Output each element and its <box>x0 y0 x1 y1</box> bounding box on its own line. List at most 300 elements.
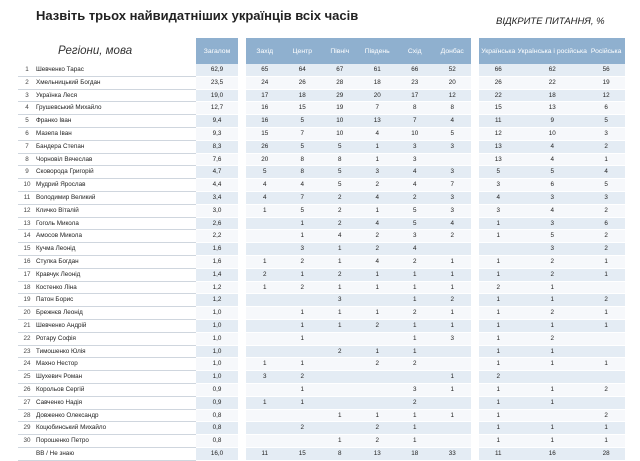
row-number: 30 <box>18 435 36 448</box>
region-cell: 2 <box>359 320 397 333</box>
total-cell: 12,7 <box>196 102 238 115</box>
language-cell: 4 <box>518 141 587 154</box>
region-cell: 17 <box>246 90 284 103</box>
table-row <box>18 320 625 333</box>
language-cell: 4 <box>518 154 587 167</box>
region-cell: 1 <box>321 256 359 269</box>
region-cell: 4 <box>434 115 472 128</box>
language-cell: 3 <box>587 128 626 141</box>
region-cell: 11 <box>246 448 284 461</box>
region-cell: 4 <box>284 179 322 192</box>
language-cell <box>518 410 587 423</box>
region-cell: 18 <box>284 90 322 103</box>
language-cell: 1 <box>479 256 518 269</box>
region-cell: 10 <box>321 115 359 128</box>
region-cell: 20 <box>434 77 472 90</box>
region-cell: 4 <box>396 179 434 192</box>
regions-label: Регіони, мова <box>58 44 133 57</box>
region-cell <box>284 410 322 423</box>
region-cell <box>434 154 472 167</box>
region-cell: 2 <box>321 218 359 231</box>
region-cell: 3 <box>396 154 434 167</box>
row-number: 18 <box>18 282 36 295</box>
total-cell: 0,9 <box>196 397 238 410</box>
total-cell: 1,0 <box>196 320 238 333</box>
person-name: Кучма Леонід <box>36 243 196 256</box>
language-cell: 15 <box>479 102 518 115</box>
row-number: 14 <box>18 230 36 243</box>
language-cell: 4 <box>587 166 626 179</box>
total-cell: 7,6 <box>196 154 238 167</box>
region-cell: 18 <box>359 77 397 90</box>
region-cell: 2 <box>359 179 397 192</box>
total-cell: 1,0 <box>196 307 238 320</box>
total-cell: 1,2 <box>196 282 238 295</box>
person-name: Франко Іван <box>36 115 196 128</box>
row-number: 22 <box>18 333 36 346</box>
region-cell: 15 <box>284 102 322 115</box>
header-total: Загалом <box>196 38 238 64</box>
region-cell: 1 <box>396 282 434 295</box>
region-cell <box>246 410 284 423</box>
table-row <box>18 102 625 115</box>
header-region-center: Центр <box>284 38 322 64</box>
person-name: Коцюбинський Михайло <box>36 422 196 435</box>
language-cell <box>587 346 626 359</box>
region-cell: 26 <box>246 141 284 154</box>
language-cell: 6 <box>587 218 626 231</box>
region-cell: 26 <box>284 77 322 90</box>
language-cell: 66 <box>479 64 518 77</box>
language-cell: 2 <box>479 282 518 295</box>
region-cell: 1 <box>434 371 472 384</box>
row-number: 20 <box>18 307 36 320</box>
language-cell <box>587 371 626 384</box>
person-name: Ротару Софія <box>36 333 196 346</box>
region-cell <box>246 320 284 333</box>
language-cell: 13 <box>518 102 587 115</box>
language-cell: 1 <box>479 269 518 282</box>
person-name: ВВ / Не знаю <box>36 448 196 461</box>
table-row <box>18 218 625 231</box>
region-cell: 1 <box>284 397 322 410</box>
language-cell: 2 <box>587 230 626 243</box>
region-cell: 8 <box>396 102 434 115</box>
total-cell: 0,8 <box>196 422 238 435</box>
region-cell: 5 <box>321 179 359 192</box>
row-number: 27 <box>18 397 36 410</box>
language-cell: 3 <box>518 192 587 205</box>
region-cell: 4 <box>246 179 284 192</box>
region-cell: 15 <box>284 448 322 461</box>
region-cell <box>246 230 284 243</box>
language-cell: 5 <box>587 179 626 192</box>
row-number: 29 <box>18 422 36 435</box>
region-cell: 2 <box>321 269 359 282</box>
region-cell: 2 <box>396 307 434 320</box>
table-row <box>18 422 625 435</box>
region-cell: 1 <box>434 384 472 397</box>
row-number <box>18 448 36 461</box>
language-cell: 22 <box>518 77 587 90</box>
total-cell: 8,3 <box>196 141 238 154</box>
row-number: 9 <box>18 166 36 179</box>
language-cell: 13 <box>479 141 518 154</box>
total-cell: 0,9 <box>196 384 238 397</box>
language-cell: 1 <box>479 397 518 410</box>
region-cell: 1 <box>321 243 359 256</box>
region-cell: 1 <box>321 435 359 448</box>
region-cell: 61 <box>359 64 397 77</box>
total-cell: 19,0 <box>196 90 238 103</box>
region-cell: 2 <box>321 346 359 359</box>
row-number: 8 <box>18 154 36 167</box>
total-cell: 1,2 <box>196 294 238 307</box>
region-cell: 2 <box>434 294 472 307</box>
header-row <box>18 38 625 64</box>
region-cell: 1 <box>396 422 434 435</box>
region-cell <box>359 384 397 397</box>
language-cell: 1 <box>518 422 587 435</box>
region-cell: 23 <box>396 77 434 90</box>
region-cell: 4 <box>321 230 359 243</box>
person-name: Шевченко Андрій <box>36 320 196 333</box>
language-cell: 1 <box>479 358 518 371</box>
page-title: Назвіть трьох найвидатніших українців всіх часів <box>36 8 359 23</box>
language-cell: 1 <box>479 218 518 231</box>
region-cell <box>359 333 397 346</box>
region-cell <box>246 333 284 346</box>
language-cell: 2 <box>518 256 587 269</box>
region-cell: 29 <box>321 90 359 103</box>
region-cell: 52 <box>434 64 472 77</box>
language-cell: 2 <box>587 384 626 397</box>
total-cell: 0,8 <box>196 410 238 423</box>
header-region-west: Захід <box>246 38 284 64</box>
region-cell: 5 <box>284 115 322 128</box>
region-cell: 4 <box>359 218 397 231</box>
language-cell: 19 <box>587 77 626 90</box>
region-cell <box>434 358 472 371</box>
table-row <box>18 77 625 90</box>
language-cell: 4 <box>518 205 587 218</box>
region-cell: 10 <box>396 128 434 141</box>
language-cell: 11 <box>479 448 518 461</box>
row-number: 13 <box>18 218 36 231</box>
row-number: 10 <box>18 179 36 192</box>
region-cell: 4 <box>396 243 434 256</box>
person-name: Гоголь Микола <box>36 218 196 231</box>
region-cell <box>434 243 472 256</box>
region-cell: 3 <box>434 192 472 205</box>
language-cell <box>587 333 626 346</box>
row-number: 24 <box>18 358 36 371</box>
table-body <box>18 64 625 461</box>
region-cell: 1 <box>359 269 397 282</box>
row-number: 16 <box>18 256 36 269</box>
region-cell: 3 <box>396 384 434 397</box>
total-cell: 1,0 <box>196 346 238 359</box>
person-name: Шухевич Роман <box>36 371 196 384</box>
language-cell: 2 <box>587 294 626 307</box>
total-cell: 9,3 <box>196 128 238 141</box>
region-cell <box>284 346 322 359</box>
language-cell: 10 <box>518 128 587 141</box>
language-cell: 1 <box>587 269 626 282</box>
person-name: Стулка Богдан <box>36 256 196 269</box>
region-cell: 2 <box>321 205 359 218</box>
person-name: Бандера Степан <box>36 141 196 154</box>
language-cell: 3 <box>518 218 587 231</box>
language-cell: 1 <box>479 294 518 307</box>
language-cell: 3 <box>587 192 626 205</box>
language-cell <box>518 371 587 384</box>
person-name: Савченко Надія <box>36 397 196 410</box>
region-cell: 1 <box>284 320 322 333</box>
region-cell: 1 <box>246 397 284 410</box>
table-row <box>18 179 625 192</box>
language-cell: 22 <box>479 90 518 103</box>
region-cell: 7 <box>434 179 472 192</box>
language-cell: 1 <box>518 384 587 397</box>
language-cell: 3 <box>479 205 518 218</box>
region-cell: 16 <box>246 115 284 128</box>
region-cell: 24 <box>246 77 284 90</box>
region-cell: 1 <box>284 358 322 371</box>
table-row <box>18 410 625 423</box>
region-cell: 1 <box>396 333 434 346</box>
total-cell: 16,0 <box>196 448 238 461</box>
language-cell: 1 <box>479 410 518 423</box>
total-cell: 1,4 <box>196 269 238 282</box>
region-cell: 66 <box>396 64 434 77</box>
region-cell: 1 <box>359 346 397 359</box>
language-cell: 26 <box>479 77 518 90</box>
table-row <box>18 192 625 205</box>
region-cell: 8 <box>284 154 322 167</box>
language-cell: 5 <box>479 166 518 179</box>
region-cell: 65 <box>246 64 284 77</box>
person-name: Українка Леся <box>36 90 196 103</box>
row-number: 23 <box>18 346 36 359</box>
table-row <box>18 90 625 103</box>
region-cell: 5 <box>284 205 322 218</box>
region-cell: 1 <box>359 154 397 167</box>
table-row <box>18 230 625 243</box>
row-number: 11 <box>18 192 36 205</box>
language-cell: 1 <box>518 346 587 359</box>
region-cell: 1 <box>434 282 472 295</box>
language-cell: 2 <box>587 243 626 256</box>
region-cell: 4 <box>434 218 472 231</box>
language-cell: 18 <box>518 90 587 103</box>
region-cell: 2 <box>284 282 322 295</box>
language-cell: 12 <box>479 128 518 141</box>
language-cell: 28 <box>587 448 626 461</box>
header-region-east: Схід <box>396 38 434 64</box>
person-name: Патон Борис <box>36 294 196 307</box>
language-cell: 56 <box>587 64 626 77</box>
region-cell: 2 <box>246 269 284 282</box>
total-cell: 2,2 <box>196 230 238 243</box>
person-name: Хмельницький Богдан <box>36 77 196 90</box>
language-cell: 2 <box>518 333 587 346</box>
region-cell: 15 <box>246 128 284 141</box>
region-cell: 5 <box>434 128 472 141</box>
region-cell: 64 <box>284 64 322 77</box>
region-cell: 3 <box>396 141 434 154</box>
region-cell <box>434 422 472 435</box>
region-cell: 1 <box>321 307 359 320</box>
row-number: 28 <box>18 410 36 423</box>
region-cell: 5 <box>396 205 434 218</box>
total-cell: 1,6 <box>196 256 238 269</box>
region-cell: 2 <box>284 422 322 435</box>
table-row <box>18 384 625 397</box>
row-number: 12 <box>18 205 36 218</box>
region-cell: 5 <box>321 141 359 154</box>
results-table <box>18 38 625 461</box>
region-cell: 7 <box>396 115 434 128</box>
language-cell: 3 <box>518 243 587 256</box>
person-name: Порошенко Петро <box>36 435 196 448</box>
region-cell: 1 <box>359 307 397 320</box>
region-cell: 5 <box>321 166 359 179</box>
table-row <box>18 282 625 295</box>
table-row <box>18 294 625 307</box>
language-cell: 1 <box>587 320 626 333</box>
row-number: 5 <box>18 115 36 128</box>
language-cell: 1 <box>587 422 626 435</box>
row-number: 4 <box>18 102 36 115</box>
region-cell: 13 <box>359 448 397 461</box>
region-cell: 2 <box>284 256 322 269</box>
table-row <box>18 154 625 167</box>
region-cell: 3 <box>284 243 322 256</box>
total-cell: 0,8 <box>196 435 238 448</box>
language-cell: 1 <box>479 422 518 435</box>
language-cell: 1 <box>479 307 518 320</box>
row-number: 25 <box>18 371 36 384</box>
language-cell: 62 <box>518 64 587 77</box>
region-cell: 3 <box>434 141 472 154</box>
region-cell: 3 <box>359 166 397 179</box>
region-cell <box>396 371 434 384</box>
language-cell: 6 <box>518 179 587 192</box>
table-row <box>18 435 625 448</box>
region-cell: 3 <box>321 294 359 307</box>
language-cell: 1 <box>518 435 587 448</box>
region-cell: 3 <box>434 166 472 179</box>
region-cell: 2 <box>396 397 434 410</box>
region-cell <box>321 333 359 346</box>
language-cell: 1 <box>479 333 518 346</box>
region-cell: 5 <box>246 166 284 179</box>
table-row <box>18 205 625 218</box>
region-cell <box>321 422 359 435</box>
region-cell: 8 <box>434 102 472 115</box>
person-name: Володимир Великий <box>36 192 196 205</box>
person-name: Мудрий Ярослав <box>36 179 196 192</box>
language-cell: 11 <box>479 115 518 128</box>
region-cell: 8 <box>321 154 359 167</box>
region-cell: 17 <box>396 90 434 103</box>
total-cell: 2,6 <box>196 218 238 231</box>
language-cell: 1 <box>518 320 587 333</box>
table-row <box>18 64 625 77</box>
language-cell <box>479 243 518 256</box>
region-cell: 28 <box>321 77 359 90</box>
table-row <box>18 256 625 269</box>
region-cell: 7 <box>359 102 397 115</box>
person-name: Тимошенко Юлія <box>36 346 196 359</box>
region-cell: 1 <box>434 256 472 269</box>
region-cell: 10 <box>321 128 359 141</box>
table-row <box>18 358 625 371</box>
region-cell: 1 <box>396 435 434 448</box>
person-name: Кравчук Леонід <box>36 269 196 282</box>
region-cell: 8 <box>284 166 322 179</box>
language-cell: 1 <box>479 320 518 333</box>
region-cell <box>246 384 284 397</box>
region-cell: 1 <box>396 346 434 359</box>
language-cell: 1 <box>479 230 518 243</box>
region-cell: 1 <box>434 269 472 282</box>
table-row <box>18 346 625 359</box>
region-cell: 1 <box>321 410 359 423</box>
language-cell: 1 <box>587 435 626 448</box>
row-number: 1 <box>18 64 36 77</box>
region-cell: 5 <box>284 141 322 154</box>
region-cell: 3 <box>434 205 472 218</box>
language-cell: 2 <box>587 141 626 154</box>
row-number: 26 <box>18 384 36 397</box>
region-cell <box>246 243 284 256</box>
region-cell: 1 <box>284 218 322 231</box>
region-cell: 7 <box>284 192 322 205</box>
person-name: Махно Нестор <box>36 358 196 371</box>
region-cell: 2 <box>359 243 397 256</box>
region-cell: 33 <box>434 448 472 461</box>
language-cell: 1 <box>518 397 587 410</box>
language-cell: 1 <box>518 294 587 307</box>
total-cell: 1,6 <box>196 243 238 256</box>
language-cell: 1 <box>479 435 518 448</box>
person-name: Грушевський Михайло <box>36 102 196 115</box>
row-number: 3 <box>18 90 36 103</box>
region-cell: 18 <box>396 448 434 461</box>
row-number: 7 <box>18 141 36 154</box>
region-cell: 13 <box>359 115 397 128</box>
language-cell: 1 <box>479 384 518 397</box>
header-lang-russian: Російська <box>587 38 626 64</box>
total-cell: 3,0 <box>196 205 238 218</box>
region-cell: 1 <box>359 282 397 295</box>
language-cell: 1 <box>587 307 626 320</box>
person-name: Шевченко Тарас <box>36 64 196 77</box>
table-row <box>18 128 625 141</box>
total-cell: 3,4 <box>196 192 238 205</box>
person-name: Мазепа Іван <box>36 128 196 141</box>
table-row <box>18 307 625 320</box>
region-cell: 67 <box>321 64 359 77</box>
region-cell: 2 <box>434 230 472 243</box>
header-region-donbas: Донбас <box>434 38 472 64</box>
region-cell <box>284 435 322 448</box>
region-cell: 2 <box>396 256 434 269</box>
language-cell: 2 <box>587 205 626 218</box>
region-cell <box>321 371 359 384</box>
